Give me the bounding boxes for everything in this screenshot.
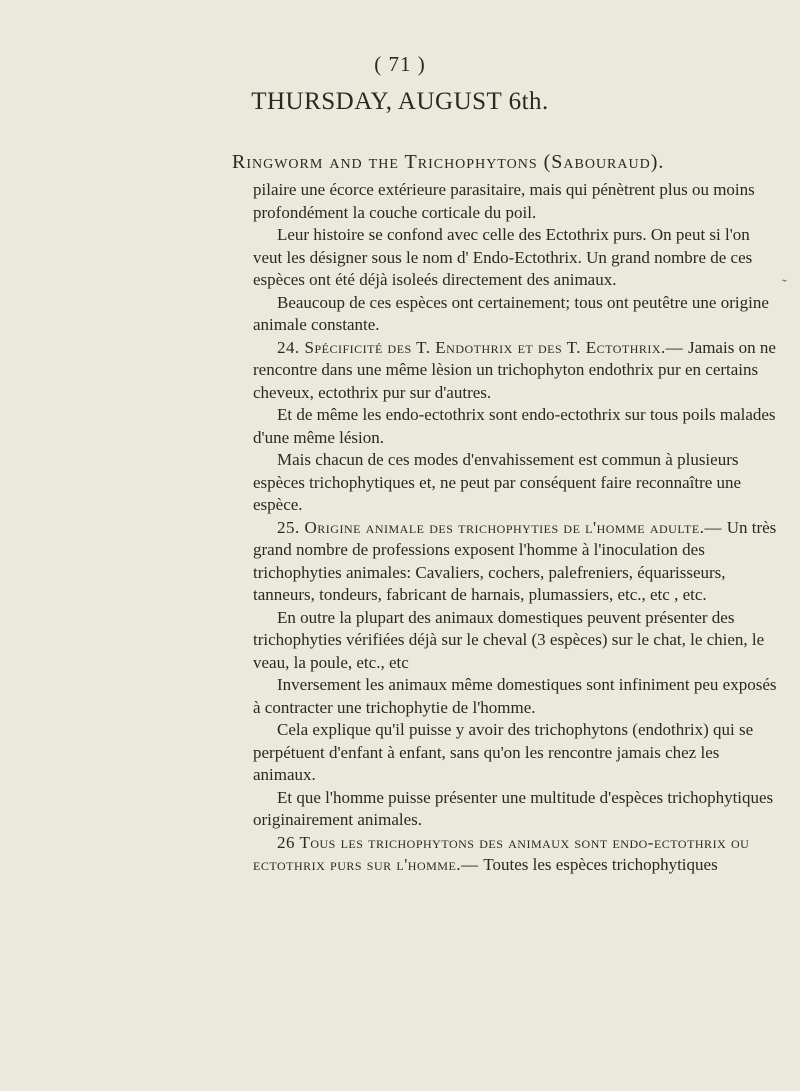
paragraph [253, 607, 783, 675]
paragraph [253, 787, 783, 832]
paragraph [253, 404, 783, 449]
paragraph-text: En outre la plupart des animaux domestiques peuvent présenter des trichophyties vérifiées déjà sur le cheval (3 espèces) sur le chat, le chien, le veau, la poule, etc., etc [253, 607, 765, 672]
paragraph-heading: 25. Origine animale des trichophyties de l'homme adulte.— [277, 517, 727, 537]
paragraph-text: Beaucoup de ces espèces ont certainement; tous ont peutêtre une origine animale constante. [253, 292, 769, 334]
paragraph [253, 337, 783, 405]
paragraph [253, 292, 783, 337]
paragraph [253, 674, 783, 719]
paragraph [253, 224, 783, 292]
paragraph [253, 449, 783, 517]
margin-mark: ˜ [782, 278, 787, 293]
paragraph-text: Jamais on ne rencontre dans une même lèsion un trichophyton endothrix pur en certains cheveux, ectothrix pur sur d'autres. [253, 337, 776, 402]
paragraph-heading: 26 Tous les trichophytons des animaux sont endo-ectothrix ou ectothrix purs sur l'homme.— [253, 832, 750, 874]
paragraph-text: Toutes les espèces trichophytiques [483, 855, 718, 874]
body-text [253, 179, 783, 877]
paragraph-text: Un très grand nombre de professions exposent l'homme à l'inoculation des trichophyties animales: Cavaliers, cochers, palefreniers, équarisseurs, tanneurs, tondeurs, fabricant de harnais, plumassiers, etc., etc , etc. [253, 517, 777, 604]
paragraph-text: Inversement les animaux même domestiques sont infiniment peu exposés à contracter une trichophytie de l'homme. [253, 675, 777, 717]
paragraph-text: Et de même les endo-ectothrix sont endo-ectothrix sur tous poils malades d'une même lésion. [253, 405, 776, 447]
page-number: ( 71 ) [374, 52, 426, 76]
paragraph-text: Mais chacun de ces modes d'envahissement est commun à plusieurs espèces trichophytiques et, ne peut par conséquent faire reconnaître une espèce. [253, 450, 742, 514]
paragraph-text: Et que l'homme puisse présenter une multitude d'espèces trichophytiques originairement animales. [253, 787, 774, 829]
paragraph-text: Cela explique qu'il puisse y avoir des trichophytons (endothrix) qui se perpétuent d'enfant à enfant, sans qu'on les rencontre jamais chez les animaux. [253, 720, 754, 784]
section-title: Ringworm and the Trichophytons (Sabouraud). [232, 151, 665, 173]
paragraph-text: pilaire une écorce extérieure parasitaire, mais qui pénètrent plus ou moins profondément la couche corticale du poil. [253, 180, 755, 222]
paragraph [253, 719, 783, 787]
paragraph-text: Leur histoire se confond avec celle des Ectothrix purs. On peut si l'on veut les désigner sous le nom d' Endo-Ectothrix. Un grand nombre de ces espèces ont été déjà isoleés directement des animaux. [253, 225, 753, 289]
paragraph [253, 832, 783, 877]
paragraph-heading: 24. Spécificité des T. Endothrix et des T. Ectothrix.— [277, 337, 689, 357]
date-heading: THURSDAY, AUGUST 6th. [251, 88, 549, 115]
paragraph [253, 179, 783, 224]
paragraph [253, 517, 783, 607]
